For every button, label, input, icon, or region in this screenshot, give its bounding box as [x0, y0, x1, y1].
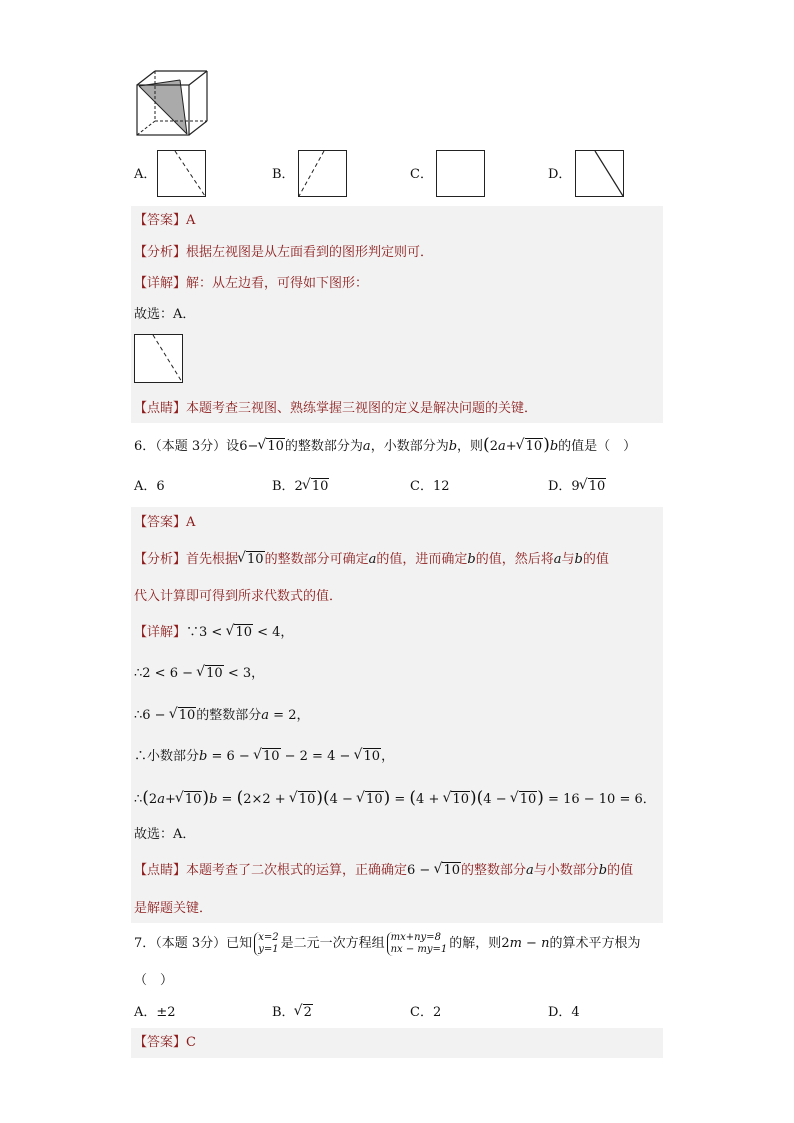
q6-comment-line1: 【点睛】本题考查了二次根式的运算，正确确定6 − √ 10的整数部分a与小数部分b的值 — [134, 862, 633, 880]
q6-comment-1d: 的值 — [607, 863, 634, 878]
q7-stem: 7．（本题 3分）已知 x=2 y=1 是二元一次方程组 mx+ny=8 nx − my=1 的解，则2m − n的算术平方根为 — [134, 931, 641, 955]
q6-stem: 6．（本题 3分）设6−√ 10的整数部分为a，小数部分为b，则(2a+√ 10)b的值是（ ） — [134, 436, 636, 456]
q5-option-a-diagram — [157, 150, 207, 198]
q6-comment-line2: 是解题关键． — [134, 901, 213, 916]
q7-solution-pair: x=2 y=1 — [254, 932, 278, 956]
q6-option-b-text: B．2 — [272, 479, 303, 494]
q7-answer: 【答案】C — [134, 1035, 196, 1050]
q6-detail-step2: ∴2 < 6 − √ 10 < 3， — [134, 665, 264, 683]
q5-analysis: 【分析】根据左视图是从左面看到的图形判定则可． — [134, 245, 434, 260]
q5-option-b-diagram — [298, 150, 348, 198]
q6-stem-prefix: 6．（本题 3分）设 — [134, 439, 240, 454]
q6-analysis-1a: 【分析】首先根据 — [134, 552, 239, 567]
q6-detail-step4: ∴小数部分b = 6 − √ 10 − 2 = 4 − √ 10， — [134, 748, 394, 766]
q6-stem-mid3: ，则 — [457, 439, 484, 454]
q6-comment-1c: 与小数部分 — [533, 863, 599, 878]
q5-detail: 【详解】解：从左边看，可得如下图形： — [134, 276, 369, 291]
q6-analysis-1e: 与 — [561, 552, 575, 567]
q6-detail-label: 【详解】 — [134, 625, 187, 640]
q6-stem-mid1: 的整数部分为 — [284, 439, 363, 454]
q6-comment-1b: 的整数部分 — [461, 863, 527, 878]
q7-stem-mid: 是二元一次方程组 — [280, 936, 385, 951]
q6-analysis-1d: 的值，然后将 — [475, 552, 554, 567]
q7-option-b-text: B． — [272, 1005, 295, 1020]
q6-analysis-line2: 代入计算即可得到所求代数式的值． — [134, 589, 343, 604]
q6-step3-text: 的整数部分 — [196, 708, 262, 723]
q6-analysis-1b: 的整数部分可确定 — [264, 552, 369, 567]
q6-stem-end: 的值是（ ） — [558, 439, 637, 454]
q6-detail-step1: 【详解】∵3 < √ 10 < 4， — [134, 624, 293, 642]
q5-solution-panel — [131, 206, 663, 423]
q7-option-a: A．±2 — [134, 1005, 176, 1020]
q6-option-a: A．6 — [134, 479, 165, 494]
q7-option-b: B．√ 2 — [272, 1004, 313, 1022]
q6-choice: 故选：A． — [134, 827, 196, 842]
q7-solution-panel — [131, 1028, 663, 1058]
q6-analysis-line1: 【分析】首先根据√ 10的整数部分可确定a的值，进而确定b的值，然后将a与b的值 — [134, 551, 609, 569]
q6-step4-text: 小数部分 — [147, 749, 200, 764]
q7-equation-system: mx+ny=8 nx − my=1 — [387, 932, 448, 956]
q5-option-c-diagram — [436, 150, 486, 198]
q6-detail-step5: ∴(2a+√ 10)b = (2×2 + √ 10)(4 − √ 10) = (4 + √ 10)(4 − √ 10) = 16 − 10 = 6． — [134, 789, 656, 809]
q6-analysis-1f: 的值 — [582, 552, 609, 567]
q7-stem-end: 的算术平方根为 — [549, 936, 641, 951]
q7-stem-paren: （ ） — [134, 973, 174, 988]
q5-answer: 【答案】A — [134, 213, 196, 228]
q6-analysis-1c: 的值，进而确定 — [376, 552, 468, 567]
q5-option-a-label: A． — [134, 167, 157, 182]
q5-option-c-label: C． — [410, 167, 433, 182]
q6-stem-mid2: ，小数部分为 — [370, 439, 449, 454]
q7-option-d: D．4 — [548, 1005, 580, 1020]
q6-option-b: B．2√ 10 — [272, 478, 329, 496]
q5-option-d-diagram — [575, 150, 625, 198]
q6-option-d: D．9√ 10 — [548, 478, 606, 496]
q6-answer: 【答案】A — [134, 515, 196, 530]
q7-option-c: C．2 — [410, 1005, 442, 1020]
q5-comment: 【点睛】本题考查三视图、熟练掌握三视图的定义是解决问题的关键． — [134, 401, 538, 416]
q6-detail-step3: ∴6 − √ 10的整数部分a = 2， — [134, 707, 309, 725]
q6-option-c: C．12 — [410, 479, 450, 494]
q6-option-d-text: D．9 — [548, 479, 580, 494]
q6-comment-1a: 【点睛】本题考查了二次根式的运算，正确确定 — [134, 863, 408, 878]
cube-figure — [130, 66, 212, 138]
q5-choice: 故选：A． — [134, 307, 196, 322]
q5-option-b-label: B． — [272, 167, 295, 182]
q5-option-d-label: D． — [548, 167, 572, 182]
q7-stem-prefix: 7．（本题 3分）已知 — [134, 936, 253, 951]
q5-answer-diagram — [134, 334, 184, 384]
q7-stem-mid2: 的解，则 — [449, 936, 502, 951]
